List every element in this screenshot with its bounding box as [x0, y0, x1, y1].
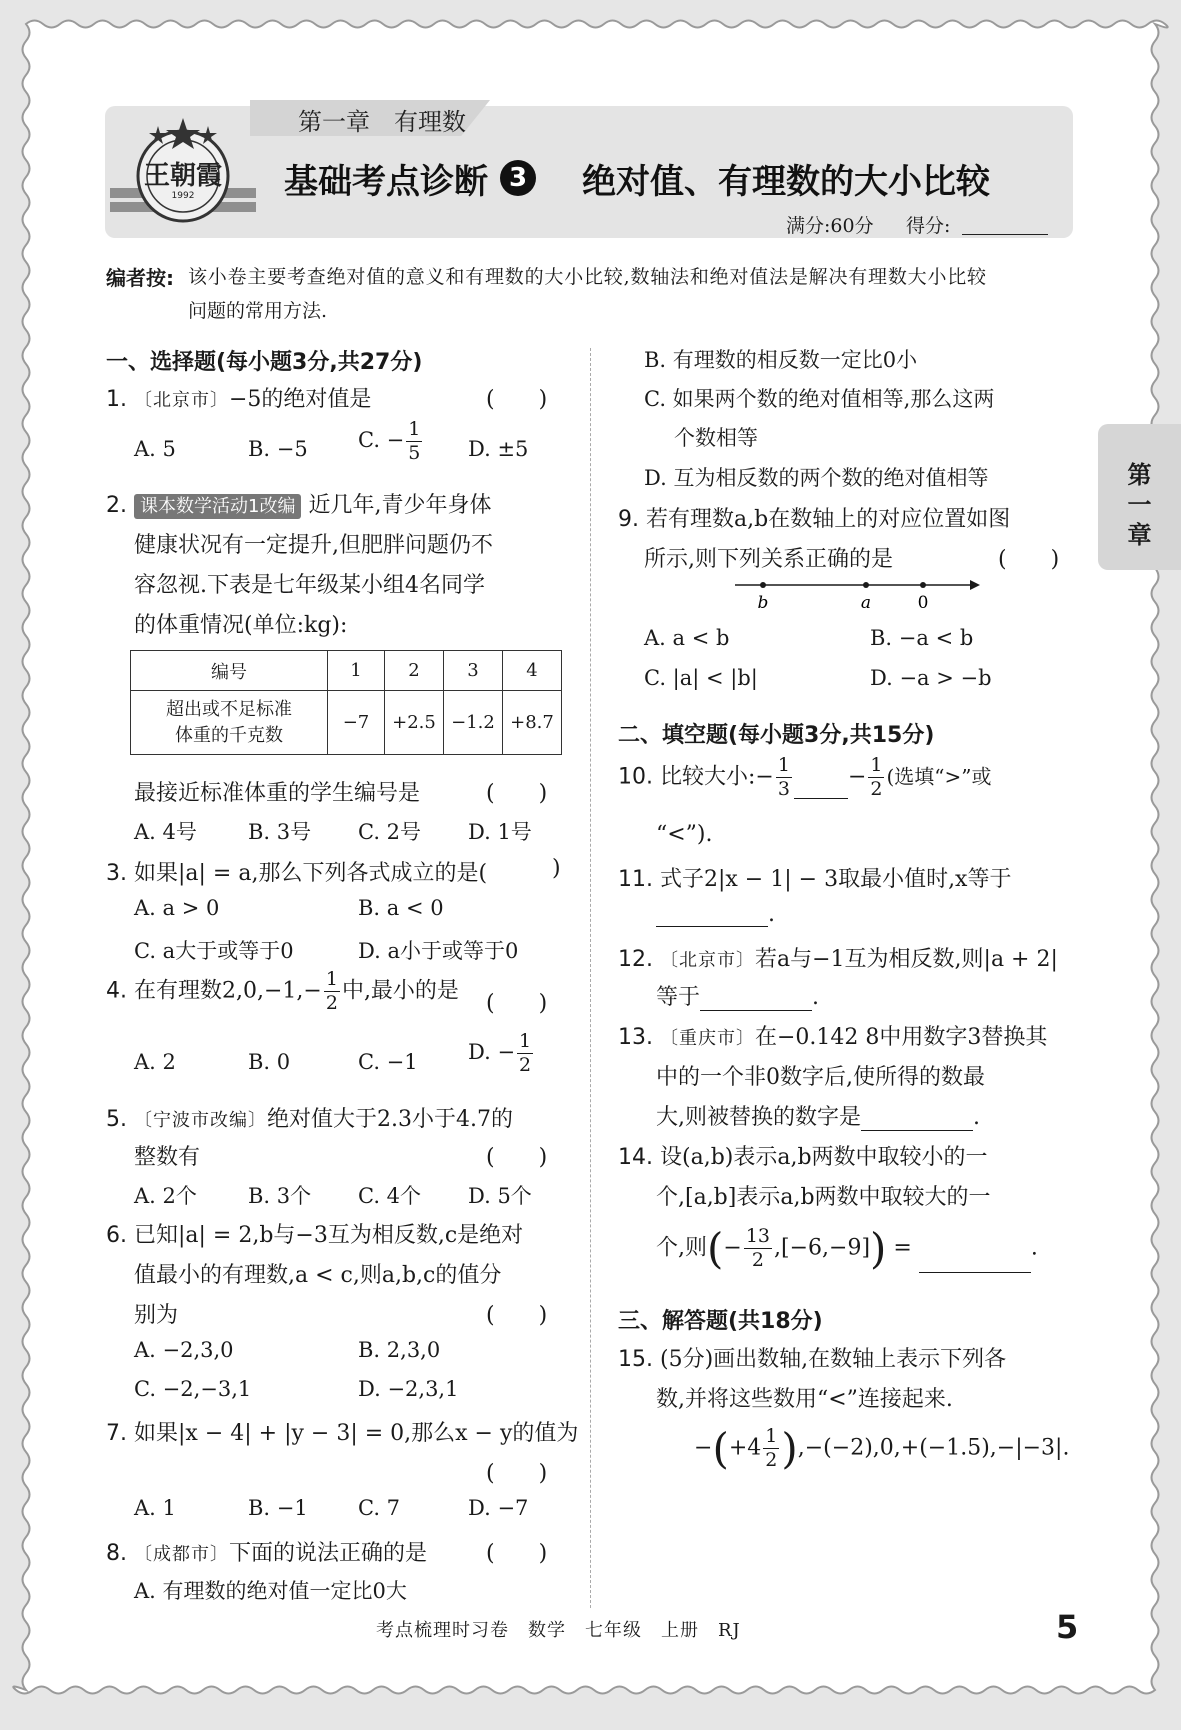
- question-10: [618, 756, 992, 799]
- q4-fraction: [324, 970, 340, 1013]
- q10-f1-denominator: 3: [777, 778, 790, 800]
- q1-number: 1.: [106, 387, 127, 412]
- q2-line1: 近几年,青少年身体: [308, 493, 492, 518]
- q15-number: 15.: [618, 1347, 653, 1372]
- q6-option-b[interactable]: B. 2,3,0: [358, 1338, 441, 1362]
- q8-source: 〔成都市〕: [134, 1544, 229, 1565]
- logo-since: 1992: [171, 191, 195, 201]
- q1-source: 〔北京市〕: [134, 390, 229, 411]
- q2-tag: 课本数学活动1改编: [134, 494, 301, 519]
- question-14: [618, 1140, 988, 1171]
- q4-pre: 在有理数2,0,−1,−: [134, 978, 322, 1004]
- column-divider: [590, 348, 591, 1608]
- question-5: [106, 1102, 513, 1133]
- q5-answer-paren[interactable]: ( ): [486, 1145, 548, 1170]
- q9-option-a[interactable]: A. a < b: [644, 626, 730, 650]
- q11-answer-blank[interactable]: [656, 904, 768, 927]
- q4-option-d-fraction: [517, 1032, 533, 1075]
- page-number: 5: [1056, 1608, 1079, 1646]
- q3-text: 如果|a| = a,那么下列各式成立的是(: [134, 861, 488, 886]
- q13-line3-text: 大,则被替换的数字是: [656, 1105, 861, 1130]
- title-left: 基础考点诊断: [284, 162, 488, 202]
- table-header-4: 4: [503, 651, 562, 691]
- q12-line2-text: 等于: [656, 985, 701, 1010]
- q5-option-b[interactable]: B. 3个: [248, 1184, 312, 1208]
- chapter-side-tab: [1098, 424, 1181, 570]
- q14-numerator: 13: [745, 1225, 771, 1247]
- q15-expr-rest: ,−(−2),0,+(−1.5),−|−3|.: [797, 1435, 1070, 1461]
- question-11: [618, 862, 1011, 893]
- title-number: 3: [508, 163, 528, 193]
- q10-mid: −: [847, 764, 867, 790]
- q13-line3: [656, 1100, 980, 1131]
- q13-source: 〔重庆市〕: [660, 1028, 755, 1049]
- question-4: [106, 970, 459, 1013]
- q14-denominator: 2: [751, 1249, 764, 1271]
- q14-line3: [656, 1224, 1038, 1273]
- q2-option-a[interactable]: A. 4号: [134, 820, 197, 844]
- q1-option-c-fraction: [406, 420, 422, 463]
- q13-answer-blank[interactable]: [861, 1108, 973, 1131]
- q14-line2: 个,[a,b]表示a,b两数中取较大的一: [656, 1185, 991, 1210]
- table-cell-4: +8.7: [503, 691, 562, 755]
- q10-number: 10.: [618, 764, 653, 790]
- point-b: [760, 582, 766, 588]
- q8-option-c[interactable]: [644, 383, 994, 413]
- q6-option-c[interactable]: C. −2,−3,1: [134, 1377, 252, 1401]
- q2-option-c[interactable]: C. 2号: [358, 820, 422, 844]
- q10-f1-numerator: 1: [777, 754, 790, 776]
- q4-denominator: 2: [325, 992, 338, 1014]
- section-answer-title: 三、解答题(共18分): [618, 1309, 823, 1334]
- q7-option-c[interactable]: C. 7: [358, 1496, 401, 1520]
- q14-number: 14.: [618, 1145, 653, 1170]
- title-number-badge: [500, 160, 536, 196]
- side-tab-line3: 章: [1127, 521, 1152, 549]
- question-9: [618, 502, 1010, 533]
- editor-note-line2: 问题的常用方法.: [188, 300, 328, 322]
- q4-numerator: 1: [325, 968, 338, 990]
- q13-number: 13.: [618, 1025, 653, 1050]
- q14-fraction: [744, 1227, 772, 1270]
- q9-option-d[interactable]: D. −a > −b: [870, 666, 992, 690]
- q2-line2: 健康状况有一定提升,但肥胖问题仍不: [134, 533, 493, 558]
- q10-pre: 比较大小:−: [660, 764, 774, 790]
- q8-option-c-line1: C. 如果两个数的绝对值相等,那么这两: [644, 387, 995, 411]
- question-12: [618, 942, 1058, 973]
- q13-end: .: [973, 1105, 980, 1130]
- q7-number: 7.: [106, 1421, 127, 1446]
- q9-option-c[interactable]: C. |a| < |b|: [644, 666, 758, 690]
- q15-line1: (5分)画出数轴,在数轴上表示下列各: [660, 1347, 1007, 1372]
- editor-note-line1: 该小卷主要考查绝对值的意义和有理数的大小比较,数轴法和绝对值法是解决有理数大小比较: [188, 266, 987, 288]
- q14-line3-pre: 个,则: [656, 1235, 707, 1261]
- question-7: [106, 1416, 578, 1447]
- q7-line1: 如果|x − 4| + |y − 3| = 0,那么x − y的值为: [134, 1421, 579, 1446]
- q4-option-a[interactable]: A. 2: [134, 1050, 176, 1074]
- logo-text: 王朝霞: [143, 161, 223, 191]
- table-cell-1: −7: [328, 691, 385, 755]
- q12-line2: [656, 980, 819, 1011]
- q11-answer-line: [656, 902, 775, 927]
- q6-option-a[interactable]: A. −2,3,0: [134, 1338, 234, 1362]
- q15-denominator: 2: [765, 1449, 778, 1471]
- q2-answer-paren[interactable]: ( ): [486, 781, 548, 806]
- q15-numerator: 1: [765, 1425, 778, 1447]
- q3-option-d[interactable]: D. a小于或等于0: [358, 939, 519, 963]
- q15-fraction: [763, 1427, 779, 1470]
- q14-line1: 设(a,b)表示a,b两数中取较小的一: [660, 1145, 988, 1170]
- number-line-arrow-icon: [970, 580, 980, 590]
- q12-source: 〔北京市〕: [660, 950, 755, 971]
- q4-option-b[interactable]: B. 0: [248, 1050, 291, 1074]
- q5-source: 〔宁波市改编〕: [134, 1110, 267, 1131]
- point-zero: [920, 582, 926, 588]
- q9-option-b[interactable]: B. −a < b: [870, 626, 974, 650]
- q1-answer-paren[interactable]: ( ): [486, 387, 548, 412]
- q1-c-numerator: 1: [408, 418, 421, 440]
- table-row-label-line2: 体重的千克数: [175, 724, 283, 746]
- q4-d-numerator: 1: [519, 1030, 532, 1052]
- q4-number: 4.: [106, 978, 127, 1004]
- q10-answer-blank[interactable]: [794, 776, 848, 799]
- label-zero: 0: [917, 593, 929, 610]
- q11-end: .: [768, 902, 775, 927]
- q6-number: 6.: [106, 1223, 127, 1248]
- side-tab-line2: 一: [1127, 491, 1152, 519]
- q6-line1: 已知|a| = 2,b与−3互为相反数,c是绝对: [134, 1223, 524, 1248]
- q5-option-c[interactable]: C. 4个: [358, 1184, 422, 1208]
- q8-text: 下面的说法正确的是: [229, 1541, 428, 1566]
- q1-option-c[interactable]: [358, 420, 424, 463]
- q7-option-b[interactable]: B. −1: [248, 1496, 308, 1520]
- q15-big-paren-close: ): [781, 1424, 798, 1473]
- q2-option-b[interactable]: B. 3号: [248, 820, 312, 844]
- q10-fraction-2: [868, 756, 884, 799]
- q13-line2: 中的一个非0数字后,使所得的数最: [656, 1065, 985, 1090]
- q12-number: 12.: [618, 947, 653, 972]
- label-b: b: [757, 593, 769, 610]
- section-choice-title: 一、选择题(每小题3分,共27分): [106, 350, 423, 375]
- table-header-2: 2: [385, 651, 444, 691]
- title-right: 绝对值、有理数的大小比较: [582, 162, 990, 202]
- q8-option-d[interactable]: D. 互为相反数的两个数的绝对值相等: [644, 466, 989, 490]
- q11-number: 11.: [618, 867, 653, 892]
- q5-option-d[interactable]: D. 5个: [468, 1184, 532, 1208]
- q6-line2: 值最小的有理数,a < c,则a,b,c的值分: [134, 1263, 502, 1288]
- q6-answer-paren[interactable]: ( ): [486, 1303, 548, 1328]
- label-a: a: [860, 593, 872, 610]
- q7-option-a[interactable]: A. 1: [134, 1496, 176, 1520]
- q3-answer-paren-end[interactable]: ): [552, 856, 561, 881]
- q3-option-b[interactable]: B. a < 0: [358, 896, 444, 920]
- q5-line1: 绝对值大于2.3小于4.7的: [267, 1107, 513, 1132]
- q5-number: 5.: [106, 1107, 127, 1132]
- q4-option-d-sign: D. −: [468, 1040, 516, 1064]
- q3-option-a[interactable]: A. a > 0: [134, 896, 220, 920]
- q10-post: (选填“>”或: [886, 764, 992, 789]
- q2-line4: 的体重情况(单位:kg):: [134, 613, 348, 638]
- full-score: 满分:60分: [786, 215, 874, 237]
- q9-line1: 若有理数a,b在数轴上的对应位置如图: [646, 507, 1011, 532]
- q6-line3: 别为: [134, 1303, 179, 1328]
- q12-end: .: [812, 985, 820, 1010]
- question-15: [618, 1342, 1006, 1373]
- q15-expr-whole: +4: [728, 1435, 762, 1461]
- q7-answer-paren[interactable]: ( ): [486, 1461, 548, 1486]
- q9-number: 9.: [618, 507, 639, 532]
- q1-option-b[interactable]: B. −5: [248, 437, 308, 461]
- q14-line3-post: ,[−6,−9]: [774, 1235, 871, 1261]
- q10-line2: “<”).: [656, 822, 713, 847]
- q5-option-a[interactable]: A. 2个: [134, 1184, 197, 1208]
- q2-line5: 最接近标准体重的学生编号是: [134, 781, 421, 806]
- q15-expression: [694, 1424, 1069, 1473]
- editor-note-label: 编者按:: [106, 266, 174, 290]
- q13-line1: 在−0.142 8中用数字3替换其: [755, 1025, 1048, 1050]
- q15-expr-minus: −: [694, 1435, 713, 1461]
- number-line-figure: [730, 570, 986, 610]
- table-header-1: 1: [328, 651, 385, 691]
- point-a: [863, 582, 869, 588]
- score-blank[interactable]: [962, 212, 1048, 235]
- q8-option-b[interactable]: B. 有理数的相反数一定比0小: [644, 348, 918, 372]
- q8-answer-paren[interactable]: ( ): [486, 1541, 548, 1566]
- side-tab-line1: 第: [1127, 461, 1152, 489]
- question-3: [106, 856, 487, 887]
- q10-f2-denominator: 2: [870, 778, 883, 800]
- q12-line1: 若a与−1互为相反数,则|a + 2|: [755, 947, 1058, 972]
- q15-line2: 数,并将这些数用“<”连接起来.: [656, 1387, 953, 1412]
- score-label: 得分:: [906, 215, 951, 237]
- q10-fraction-1: [776, 756, 792, 799]
- weight-table: [130, 650, 562, 755]
- q1-option-c-sign: C. −: [358, 428, 405, 452]
- q9-answer-paren[interactable]: ( ): [998, 547, 1060, 572]
- q8-option-c-line2: 个数相等: [674, 426, 758, 450]
- question-2: [106, 488, 491, 519]
- question-6: [106, 1218, 523, 1249]
- q12-answer-blank[interactable]: [700, 988, 812, 1011]
- q11-line1: 式子2|x − 1| − 3取最小值时,x等于: [660, 867, 1012, 892]
- q4-d-denominator: 2: [519, 1054, 532, 1076]
- q15-big-paren-open: (: [712, 1424, 729, 1473]
- q8-number: 8.: [106, 1541, 127, 1566]
- q4-post: 中,最小的是: [341, 978, 459, 1004]
- footer-text: 考点梳理时习卷 数学 七年级 上册 RJ: [376, 1620, 741, 1641]
- q8-option-a[interactable]: A. 有理数的绝对值一定比0大: [134, 1579, 407, 1603]
- q9-line2: 所示,则下列关系正确的是: [644, 547, 893, 572]
- q1-c-denominator: 5: [408, 442, 421, 464]
- q5-line2: 整数有: [134, 1145, 201, 1170]
- q1-option-a[interactable]: A. 5: [134, 437, 176, 461]
- brand-logo: [108, 112, 258, 232]
- q14-big-paren-open: (: [707, 1224, 724, 1273]
- q14-end: .: [1030, 1235, 1038, 1261]
- question-13: [618, 1020, 1047, 1051]
- q2-option-d[interactable]: D. 1号: [468, 820, 532, 844]
- q14-big-paren-close: ): [870, 1224, 887, 1273]
- table-cell-3: −1.2: [444, 691, 503, 755]
- question-8: [106, 1536, 427, 1567]
- q3-option-c[interactable]: C. a大于或等于0: [134, 939, 294, 963]
- q2-number: 2.: [106, 493, 127, 518]
- q1-option-d[interactable]: D. ±5: [468, 437, 529, 461]
- q14-minus: −: [723, 1235, 742, 1261]
- q10-f2-numerator: 1: [870, 754, 883, 776]
- section-fill-title: 二、填空题(每小题3分,共15分): [618, 723, 935, 748]
- q6-option-d[interactable]: D. −2,3,1: [358, 1377, 459, 1401]
- table-row-label: [131, 691, 328, 755]
- q14-equals: =: [893, 1235, 912, 1261]
- q3-number: 3.: [106, 861, 127, 886]
- q2-line3: 容忽视.下表是七年级某小组4名同学: [134, 573, 485, 598]
- table-header-3: 3: [444, 651, 503, 691]
- q4-answer-paren[interactable]: ( ): [486, 991, 548, 1016]
- q14-answer-blank[interactable]: [919, 1250, 1031, 1273]
- table-cell-2: +2.5: [385, 691, 444, 755]
- q1-text: −5的绝对值是: [229, 387, 372, 412]
- table-row-label-line1: 超出或不足标准: [166, 698, 292, 720]
- table-header-id: 编号: [131, 651, 328, 691]
- chapter-label: 第一章 有理数: [298, 108, 466, 136]
- q4-option-d[interactable]: [468, 1032, 535, 1075]
- question-1: [106, 382, 371, 413]
- q4-option-c[interactable]: C. −1: [358, 1050, 418, 1074]
- q7-option-d[interactable]: D. −7: [468, 1496, 529, 1520]
